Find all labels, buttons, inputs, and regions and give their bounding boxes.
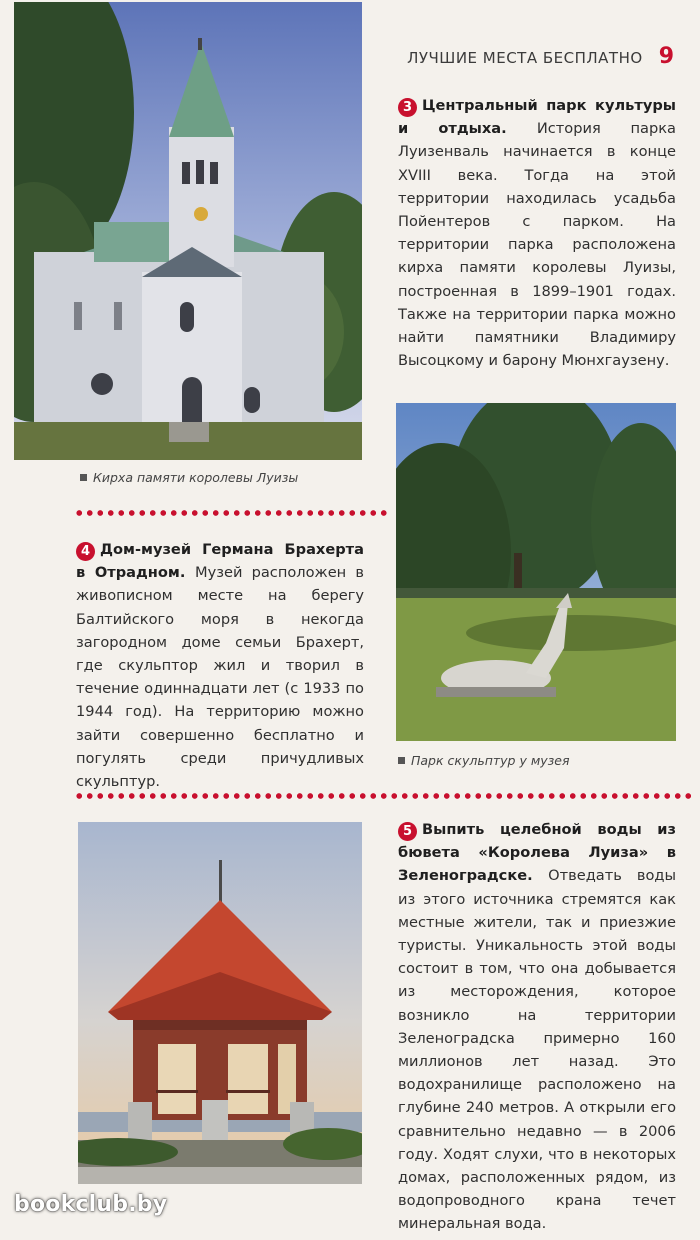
section-title: Центральный парк культуры и отдыха.: [398, 97, 676, 138]
church-photo: [14, 2, 362, 460]
page-number: 9: [658, 44, 674, 69]
watermark: bookclub.by: [14, 1192, 168, 1217]
section-5: [398, 818, 676, 1236]
running-title: ЛУЧШИЕ МЕСТА БЕСПЛАТНО: [407, 49, 643, 67]
section-title: Дом-музей Германа Брахерта в Отрадном.: [76, 541, 364, 582]
section-number-badge: 4: [76, 542, 95, 561]
church-caption-text: Кирха памяти королевы Луизы: [93, 470, 299, 485]
section-number-badge: 3: [398, 98, 417, 117]
section-body: История парка Луизенваль начинается в конце XVIII века. Тогда на этой территории находилась усадьба Пойентеров с парком. На территории парка расположена кирха памяти королевы Луизы, построенная в 1899–1901 годах. Также на территории парка можно найти памятники Владимиру Высоцкому и барону Мюнхгаузену.: [398, 120, 676, 370]
park-caption-text: Парк скульптур у музея: [411, 753, 570, 768]
dotted-separator: [74, 510, 390, 516]
section-4: [76, 538, 364, 793]
pump-room-photo: [78, 822, 362, 1184]
section-title: Выпить целебной воды из бювета «Королева Луиза» в Зеленоградске.: [398, 821, 676, 885]
section-number-badge: 5: [398, 822, 417, 841]
page-header: [407, 44, 674, 69]
section-3: [398, 94, 676, 372]
caption-bullet: [398, 757, 405, 764]
sculpture-park-photo: [396, 403, 676, 741]
section-body: Отведать воды из этого источника стремятся как местные жители, так и приезжие туристы. Уникальность этой воды состоит в том, что она добывается из месторождения, которое возникло на территории Зеленоградска примерно 160 миллионов лет назад. Это водохранилище расположено на глубине 240 метров. А открыли его сравнительно недавно — в 2006 году. Ходят слухи, что в некоторых домах, расположенных рядом, из водопроводного крана течет минеральная вода.: [398, 867, 677, 1233]
church-caption: [80, 470, 298, 485]
caption-bullet: [80, 474, 87, 481]
section-body: Музей расположен в живописном месте на берегу Балтийского моря в некогда загородном доме семьи Брахерт, где скульптор жил и творил в течение одиннадцати лет (с 1933 по 1944 год). На территорию можно зайти совершенно бесплатно и погулять среди причудливых скульптур.: [76, 564, 364, 791]
dotted-separator: [74, 793, 696, 799]
park-caption: [398, 753, 570, 768]
